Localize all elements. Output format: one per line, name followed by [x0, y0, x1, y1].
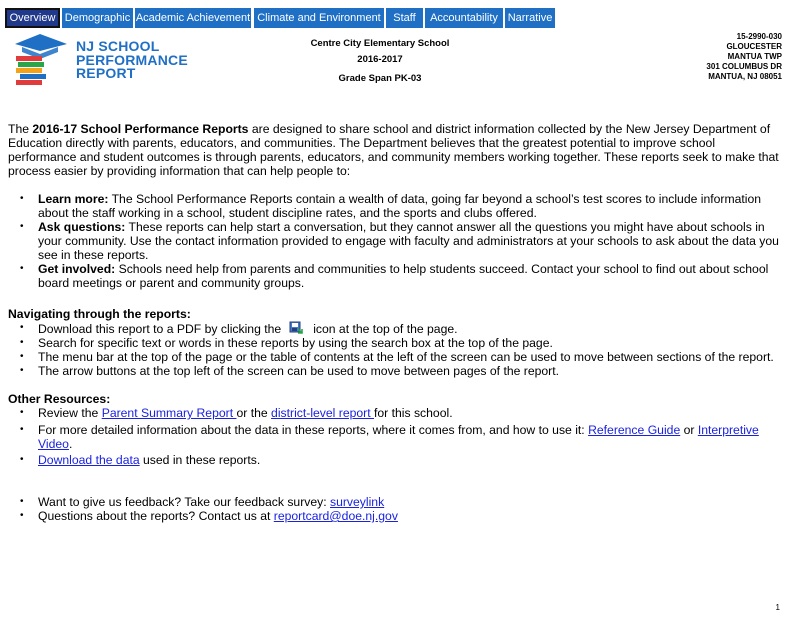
intro-paragraph: The 2016-17 School Performance Reports are designed to share school and district information collected by the New Jersey Department of Education directly with parents, educators, and communities. The Department believes that the greatest potential to improve school performance and student outcomes is through parents, educators, and community members working together. These reports seek to make that process easier by providing information that can help people to: [8, 122, 779, 178]
list-item: • The menu bar at the top of the page or the table of contents at the left of the screen can be used to move between sections of the report. [8, 350, 786, 364]
street: 301 COLUMBUS DR [706, 62, 782, 71]
pdf-download-icon[interactable] [289, 321, 303, 334]
district-level-report-link[interactable]: district-level report [271, 406, 374, 420]
feedback-list [8, 495, 786, 523]
county: GLOUCESTER [726, 42, 782, 51]
list-item: • Review the Parent Summary Report or the district-level report for this school. [8, 406, 786, 420]
list-item: • Download this report to a PDF by clicking the icon at the top of the page. [8, 321, 786, 336]
tab-climate-and-environment[interactable]: Climate and Environment [254, 8, 384, 28]
district: MANTUA TWP [727, 52, 782, 61]
feedback-survey-link[interactable]: surveylink [330, 495, 385, 509]
list-item: • The arrow buttons at the top left of the screen can be used to move between pages of the report. [8, 364, 786, 378]
list-item: • Want to give us feedback? Take our feedback survey: surveylink [8, 495, 786, 509]
resources-title: Other Resources: [8, 392, 111, 406]
nj-school-performance-report-logo [12, 34, 192, 86]
tab-academic-achievement[interactable]: Academic Achievement [135, 8, 251, 28]
tab-narrative[interactable]: Narrative [505, 8, 555, 28]
school-code: 15-2990-030 [736, 32, 782, 41]
resources-list [8, 406, 786, 467]
school-year: 2016-2017 [357, 54, 403, 65]
navigating-list [8, 321, 786, 378]
tab-overview[interactable]: Overview [5, 8, 60, 28]
tab-accountability[interactable]: Accountability [425, 8, 503, 28]
list-item: • For more detailed information about the data in these reports, where it comes from, and how to use it: Reference Guide or Interpretive Video. [8, 423, 786, 451]
interpretive-video-link[interactable]: Interpretive Video [38, 423, 759, 451]
school-address [706, 32, 782, 82]
city: MANTUA, NJ 08051 [708, 72, 782, 81]
navigating-title: Navigating through the reports: [8, 307, 191, 321]
list-item: • Get involved: Schools need help from parents and communities to help students succeed. Contact your school to find out about school board meetings or parent and community groups. [8, 262, 786, 290]
benefits-list [8, 192, 786, 290]
list-item: • Questions about the reports? Contact us at reportcard@doe.nj.gov [8, 509, 786, 523]
list-item: • Download the data used in these reports. [8, 453, 786, 467]
list-item: • Ask questions: These reports can help start a conversation, but they cannot answer all the questions you might have about schools in your community. Use the contact information provided to engage with faculty and administrators at your schools to ask about the data you see in these reports. [8, 220, 786, 262]
contact-email-link[interactable]: reportcard@doe.nj.gov [273, 509, 398, 523]
download-data-link[interactable]: Download the data [38, 453, 140, 467]
parent-summary-report-link[interactable]: Parent Summary Report [101, 406, 237, 420]
list-item: • Search for specific text or words in these reports by using the search box at the top of the page. [8, 336, 786, 350]
grade-span: Grade Span PK-03 [338, 73, 422, 84]
school-name: Centre City Elementary School [310, 38, 450, 49]
schoolhouse-logo-icon [12, 34, 72, 86]
reference-guide-link[interactable]: Reference Guide [588, 423, 681, 437]
page-number: 1 [775, 603, 780, 612]
logo-wordmark: NJ SCHOOL PERFORMANCE REPORT [76, 38, 188, 81]
list-item: • Learn more: The School Performance Reports contain a wealth of data, going far beyond a school’s test scores to include information about the staff working in a school, student discipline rates, and the sports and clubs offered. [8, 192, 786, 220]
overview-content [8, 122, 786, 523]
tab-demographic[interactable]: Demographic [62, 8, 133, 28]
tab-staff[interactable]: Staff [386, 8, 423, 28]
